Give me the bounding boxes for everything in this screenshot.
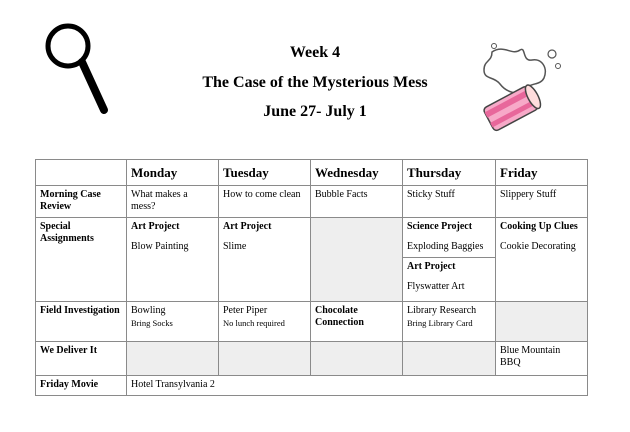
cell-deliver-fri: Blue Mountain BBQ (496, 342, 588, 376)
day-header-thursday: Thursday (403, 160, 496, 186)
cell-morning-wed: Bubble Facts (311, 186, 403, 218)
cell-morning-mon: What makes a mess? (127, 186, 219, 218)
cell-morning-thu: Sticky Stuff (403, 186, 496, 218)
trip-note: Bring Library Card (407, 318, 473, 328)
cell-special-wed (311, 218, 403, 302)
day-header-friday: Friday (496, 160, 588, 186)
cell-special-thu (403, 218, 496, 302)
row-label-field: Field Investigation (36, 302, 127, 342)
project-item: Slime (223, 241, 247, 252)
trip-name: Peter Piper (223, 305, 268, 316)
table-row (36, 342, 588, 376)
project-item: Exploding Baggies (407, 241, 484, 252)
trip-name: Library Research (407, 305, 477, 316)
table-row (36, 218, 588, 302)
table-row (36, 302, 588, 342)
project-title: Cooking Up Clues (500, 221, 578, 232)
project-title: Science Project (407, 221, 473, 232)
project-item: Cookie Decorating (500, 241, 576, 252)
project-title: Art Project (131, 221, 180, 232)
trip-note: No lunch required (223, 318, 285, 328)
row-label-morning: Morning Case Review (36, 186, 127, 218)
cell-special-tue (219, 218, 311, 302)
cell-deliver-thu (403, 342, 496, 376)
magnifying-glass-icon (42, 20, 112, 116)
row-label-deliver: We Deliver It (36, 342, 127, 376)
cell-morning-tue: How to come clean (219, 186, 311, 218)
trip-note: Bring Socks (131, 318, 173, 328)
table-row (36, 186, 588, 218)
dates-heading: June 27- July 1 (263, 103, 367, 120)
table-row (36, 376, 588, 396)
cell-field-tue (219, 302, 311, 342)
row-label-special: Special Assignments (36, 218, 127, 302)
cell-deliver-mon (127, 342, 219, 376)
day-header-wednesday: Wednesday (311, 160, 403, 186)
cell-morning-fri: Slippery Stuff (496, 186, 588, 218)
cell-deliver-wed (311, 342, 403, 376)
theme-heading: The Case of the Mysterious Mess (202, 74, 428, 91)
cell-special-mon (127, 218, 219, 302)
cell-special-fri (496, 218, 588, 302)
thursday-subcell (403, 257, 495, 293)
trip-name: Bowling (131, 305, 166, 316)
day-header-monday: Monday (127, 160, 219, 186)
cell-movie: Hotel Transylvania 2 (127, 376, 588, 396)
cell-field-fri (496, 302, 588, 342)
row-label-movie: Friday Movie (36, 376, 127, 396)
project-title: Art Project (407, 261, 456, 272)
project-item: Flyswatter Art (407, 281, 465, 292)
cell-field-wed: Chocolate Connection (311, 302, 403, 342)
week-heading: Week 4 (289, 44, 341, 61)
cell-deliver-tue (219, 342, 311, 376)
cell-field-thu (403, 302, 496, 342)
project-item: Blow Painting (131, 241, 189, 252)
project-title: Art Project (223, 221, 272, 232)
schedule-table (35, 159, 588, 396)
header-row (36, 160, 588, 186)
cell-field-mon (127, 302, 219, 342)
day-header-tuesday: Tuesday (219, 160, 311, 186)
corner-cell (36, 160, 127, 186)
